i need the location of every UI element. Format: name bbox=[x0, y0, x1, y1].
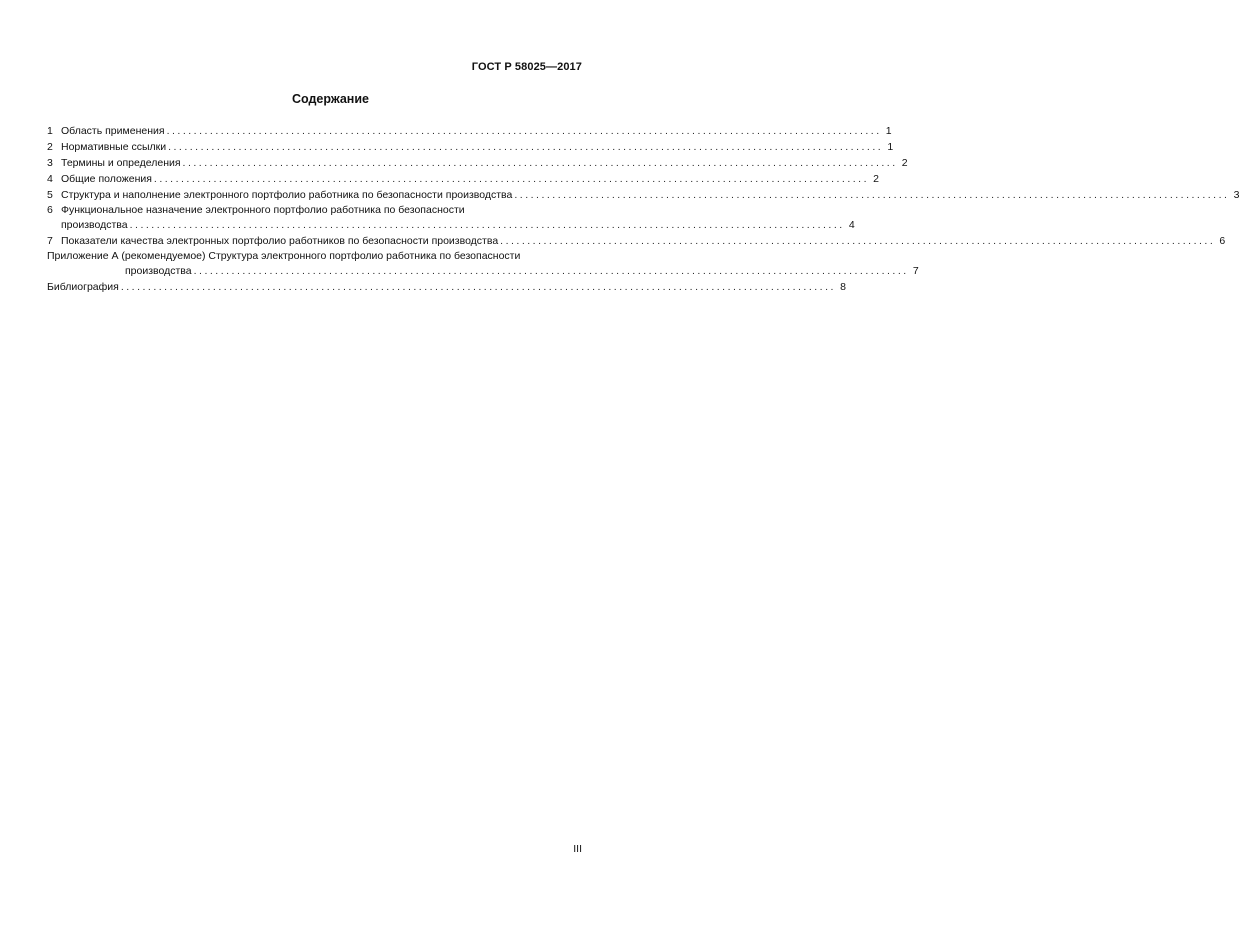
dot-leader: .................................................................................................................................... bbox=[120, 281, 836, 293]
table-of-contents bbox=[47, 123, 1239, 295]
toc-entry-6[interactable] bbox=[47, 203, 855, 233]
dot-leader: .................................................................................................................................... bbox=[514, 189, 1230, 201]
toc-entry-title: Библиография bbox=[47, 281, 119, 293]
toc-entry-title: Нормативные ссылки bbox=[61, 141, 167, 153]
toc-entry-number: 7 bbox=[47, 235, 53, 247]
toc-entry-title: Общие положения bbox=[61, 173, 152, 185]
toc-entry-title-continued: производства bbox=[125, 265, 192, 277]
toc-entry-bibliography[interactable] bbox=[47, 279, 846, 295]
toc-entry-4[interactable] bbox=[47, 171, 879, 187]
toc-entry-number: 6 bbox=[47, 204, 53, 216]
toc-entry-2[interactable] bbox=[47, 139, 894, 155]
toc-entry-title: Область применения bbox=[61, 125, 165, 137]
toc-entry-page: 2 bbox=[901, 157, 908, 169]
toc-entry-page: 6 bbox=[1219, 235, 1226, 247]
toc-entry-5[interactable] bbox=[47, 187, 1239, 203]
toc-entry-1[interactable] bbox=[47, 123, 892, 139]
toc-entry-title: Структура и наполнение электронного портфолио работника по безопасности производства bbox=[61, 189, 513, 201]
toc-entry-7[interactable] bbox=[47, 233, 1226, 249]
toc-entry-title: Термины и определения bbox=[61, 157, 181, 169]
toc-entry-page: 2 bbox=[873, 173, 879, 185]
toc-entry-number: 3 bbox=[47, 157, 53, 169]
toc-entry-page: 7 bbox=[912, 265, 919, 277]
toc-entry-number: 1 bbox=[47, 125, 53, 137]
document-code: ГОСТ Р 58025—2017 bbox=[471, 61, 582, 73]
toc-entry-number: 2 bbox=[47, 141, 53, 153]
dot-leader: .................................................................................................................................... bbox=[168, 141, 884, 153]
toc-entry-title: Приложение А (рекомендуемое) Структура электронного портфолио работника по безопасности bbox=[47, 250, 521, 262]
toc-heading: Содержание bbox=[291, 92, 369, 106]
toc-entry-number: 4 bbox=[47, 173, 53, 185]
dot-leader: .................................................................................................................................... bbox=[153, 173, 869, 185]
dot-leader: .................................................................................................................................... bbox=[182, 157, 898, 169]
toc-entry-title: Функциональное назначение электронного портфолио работника по безопасности bbox=[61, 204, 465, 216]
dot-leader: .................................................................................................................................... bbox=[193, 265, 909, 277]
toc-entry-page: 4 bbox=[848, 219, 855, 231]
dot-leader: .................................................................................................................................... bbox=[500, 235, 1216, 247]
toc-entry-title: Показатели качества электронных портфолио работников по безопасности производства bbox=[61, 235, 499, 247]
toc-entry-3[interactable] bbox=[47, 155, 908, 171]
toc-entry-title-continued: производства bbox=[61, 219, 128, 231]
dot-leader: .................................................................................................................................... bbox=[129, 219, 845, 231]
toc-entry-page: 8 bbox=[840, 281, 846, 293]
toc-entry-number: 5 bbox=[47, 189, 53, 201]
toc-entry-appendix-a[interactable] bbox=[47, 249, 919, 279]
page-number: III bbox=[573, 843, 582, 855]
toc-entry-page: 1 bbox=[885, 125, 892, 137]
dot-leader: .................................................................................................................................... bbox=[166, 125, 882, 137]
toc-entry-page: 3 bbox=[1233, 189, 1239, 201]
toc-entry-page: 1 bbox=[887, 141, 894, 153]
